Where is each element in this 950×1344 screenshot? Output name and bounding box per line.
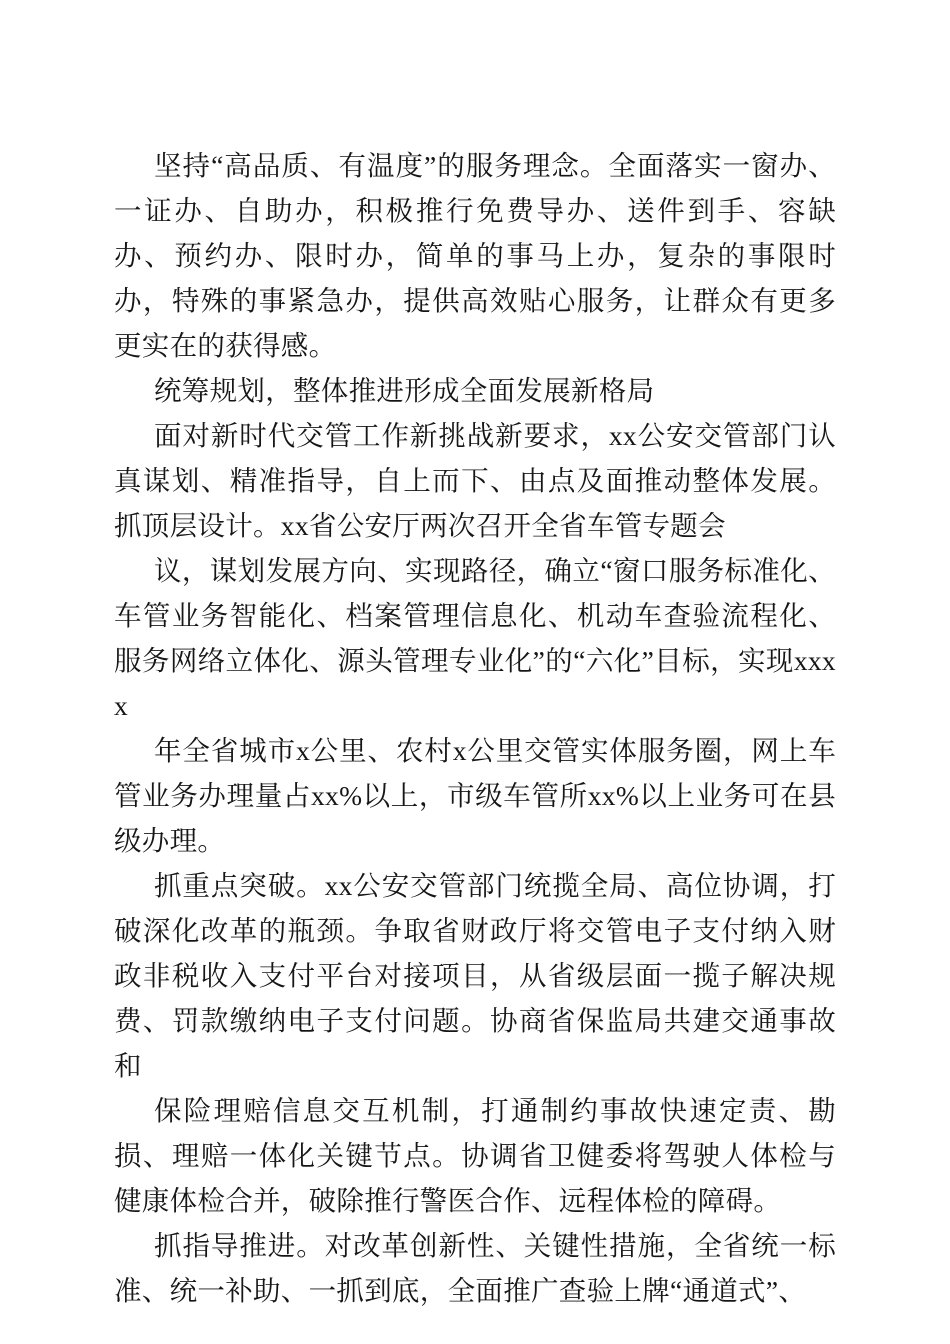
- paragraph-section-heading: 统筹规划，整体推进形成全面发展新格局: [154, 375, 655, 406]
- paragraph-service-concept: 坚持“高品质、有温度”的服务理念。全面落实一窗办、一证办、自助办，积极推行免费导办、送件到手、容缺办、预约办、限时办，简单的事马上办，复杂的事限时办，特殊的事紧急办，提供高效贴心服务，让群众有更多更实在的获得感。: [114, 150, 836, 361]
- paragraph-guidance-promotion: 抓指导推进。对改革创新性、关键性措施，全省统一标准、统一补助、一抓到底，全面推广查验上牌“通道式”、: [114, 1230, 836, 1306]
- paragraph-service-circle: 年全省城市x公里、农村x公里交管实体服务圈，网上车管业务办理量占xx%以上，市级车管所xx%以上业务可在县级办理。: [114, 735, 836, 856]
- paragraph-six-goals: 议，谋划发展方向、实现路径，确立“窗口服务标准化、车管业务智能化、档案管理信息化、机动车查验流程化、服务网络立体化、源头管理专业化”的“六化”目标，实现xxxx: [114, 555, 836, 721]
- paragraph-insurance-mechanism: 保险理赔信息交互机制，打通制约事故快速定责、勘损、理赔一体化关键节点。协调省卫健委将驾驶人体检与健康体检合并，破除推行警医合作、远程体检的障碍。: [114, 1095, 836, 1216]
- paragraph-key-breakthrough: 抓重点突破。xx公安交管部门统揽全局、高位协调，打破深化改革的瓶颈。争取省财政厅将交管电子支付纳入财政非税收入支付平台对接项目，从省级层面一揽子解决规费、罚款缴纳电子支付问题。协商省保监局共建交通事故和: [114, 870, 836, 1081]
- paragraph-top-level-design: 面对新时代交管工作新挑战新要求，xx公安交管部门认真谋划、精准指导，自上而下、由点及面推动整体发展。抓顶层设计。xx省公安厅两次召开全省车管专题会: [114, 420, 836, 541]
